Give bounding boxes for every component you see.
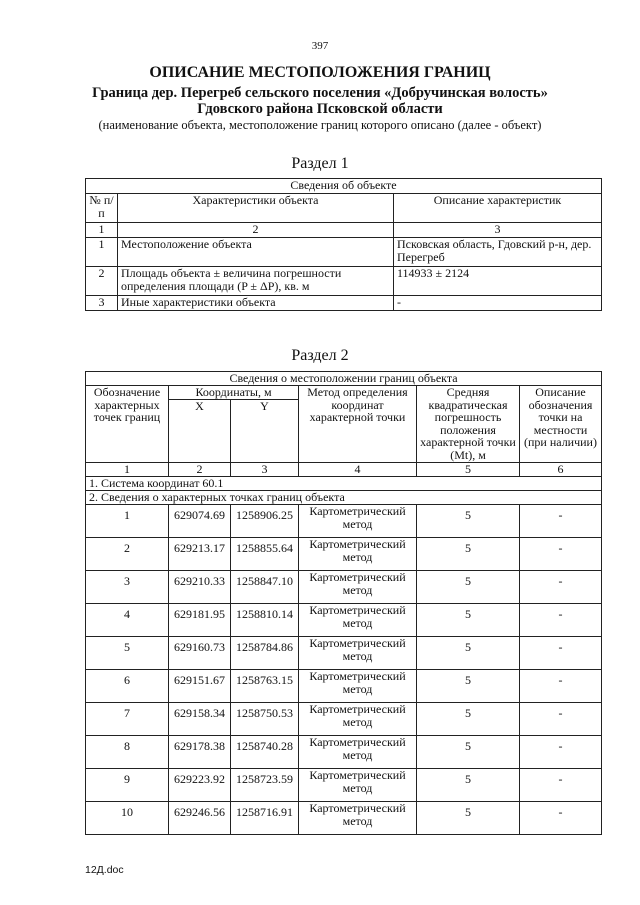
point-x: 629151.67 (169, 669, 231, 702)
table-row (86, 735, 602, 768)
header-num: № п/п (86, 194, 118, 223)
point-method: Картометрический метод (299, 603, 417, 636)
point-description: - (520, 537, 602, 570)
point-x: 629246.56 (169, 801, 231, 834)
row-number: 3 (86, 296, 118, 311)
point-error: 5 (417, 636, 520, 669)
point-number: 5 (86, 636, 169, 669)
section1-title: Раздел 1 (291, 155, 349, 172)
point-x: 629160.73 (169, 636, 231, 669)
row-value: 114933 ± 2124 (394, 267, 602, 296)
point-x: 629158.34 (169, 702, 231, 735)
row-value: Псковская область, Гдовский р-н, дер. Перегреб (394, 238, 602, 267)
point-description: - (520, 735, 602, 768)
point-y: 1258740.28 (231, 735, 299, 768)
row-characteristic: Местоположение объекта (118, 238, 394, 267)
point-method: Картометрический метод (299, 570, 417, 603)
point-x: 629223.92 (169, 768, 231, 801)
object-note: (наименование объекта, местоположение границ которого описано (далее - объект) (98, 118, 542, 132)
point-y: 1258763.15 (231, 669, 299, 702)
row-number: 1 (86, 238, 118, 267)
point-error: 5 (417, 603, 520, 636)
header-coords: Координаты, м (169, 386, 299, 400)
index-cell: 6 (520, 462, 602, 476)
point-y: 1258906.25 (231, 504, 299, 537)
point-y: 1258723.59 (231, 768, 299, 801)
table-row (86, 296, 602, 311)
point-y: 1258855.64 (231, 537, 299, 570)
point-number: 8 (86, 735, 169, 768)
index-cell: 1 (86, 223, 118, 238)
table-row (86, 238, 602, 267)
table-row (86, 537, 602, 570)
document-subtitle-line2: Гдовского района Псковской области (197, 101, 443, 117)
index-cell: 5 (417, 462, 520, 476)
boundary-caption: Сведения о местоположении границ объекта (86, 372, 602, 386)
row-value: - (394, 296, 602, 311)
header-description: Описание характеристик (394, 194, 602, 223)
point-method: Картометрический метод (299, 801, 417, 834)
header-x: X (169, 399, 231, 462)
point-description: - (520, 801, 602, 834)
table-row (86, 801, 602, 834)
table-row (86, 669, 602, 702)
point-y: 1258750.53 (231, 702, 299, 735)
point-y: 1258810.14 (231, 603, 299, 636)
header-y: Y (231, 399, 299, 462)
point-method: Картометрический метод (299, 537, 417, 570)
table-row (86, 768, 602, 801)
header-desc: Описание обозначения точки на местности (при наличии) (520, 386, 602, 463)
index-cell: 3 (231, 462, 299, 476)
point-number: 10 (86, 801, 169, 834)
point-description: - (520, 504, 602, 537)
point-description: - (520, 570, 602, 603)
point-error: 5 (417, 768, 520, 801)
document-subtitle-line1: Граница дер. Перегреб сельского поселения «Добручинская волость» (92, 85, 548, 101)
point-error: 5 (417, 801, 520, 834)
point-method: Картометрический метод (299, 636, 417, 669)
point-error: 5 (417, 537, 520, 570)
index-cell: 1 (86, 462, 169, 476)
point-method: Картометрический метод (299, 735, 417, 768)
object-info-table (85, 178, 602, 311)
header-characteristics: Характеристики объекта (118, 194, 394, 223)
point-number: 3 (86, 570, 169, 603)
point-x: 629213.17 (169, 537, 231, 570)
point-number: 4 (86, 603, 169, 636)
point-description: - (520, 768, 602, 801)
row-characteristic: Площадь объекта ± величина погрешности определения площади (P ± ΔP), кв. м (118, 267, 394, 296)
point-y: 1258847.10 (231, 570, 299, 603)
header-point: Обозначение характерных точек границ (86, 386, 169, 463)
coordinate-system: 1. Система координат 60.1 (86, 476, 602, 490)
point-method: Картометрический метод (299, 702, 417, 735)
index-cell: 2 (169, 462, 231, 476)
point-error: 5 (417, 570, 520, 603)
object-info-caption: Сведения об объекте (86, 179, 602, 194)
point-description: - (520, 669, 602, 702)
point-number: 6 (86, 669, 169, 702)
section2-title: Раздел 2 (291, 347, 349, 364)
point-error: 5 (417, 669, 520, 702)
point-method: Картометрический метод (299, 768, 417, 801)
point-y: 1258716.91 (231, 801, 299, 834)
point-error: 5 (417, 702, 520, 735)
index-cell: 2 (118, 223, 394, 238)
header-error: Средняя квадратическая погрешность положения характерной точки (Mt), м (417, 386, 520, 463)
point-y: 1258784.86 (231, 636, 299, 669)
footer-filename: 12Д.doc (85, 864, 124, 876)
point-description: - (520, 702, 602, 735)
points-caption: 2. Сведения о характерных точках границ объекта (86, 490, 602, 504)
row-characteristic: Иные характеристики объекта (118, 296, 394, 311)
table-row (86, 504, 602, 537)
table-row (86, 267, 602, 296)
point-x: 629181.95 (169, 603, 231, 636)
table-row (86, 702, 602, 735)
point-method: Картометрический метод (299, 504, 417, 537)
point-number: 9 (86, 768, 169, 801)
header-method: Метод определения координат характерной точки (299, 386, 417, 463)
index-cell: 3 (394, 223, 602, 238)
point-number: 7 (86, 702, 169, 735)
document-title: ОПИСАНИЕ МЕСТОПОЛОЖЕНИЯ ГРАНИЦ (149, 64, 491, 81)
table-row (86, 570, 602, 603)
table-row (86, 636, 602, 669)
table-row (86, 603, 602, 636)
row-number: 2 (86, 267, 118, 296)
point-number: 1 (86, 504, 169, 537)
point-error: 5 (417, 504, 520, 537)
point-x: 629074.69 (169, 504, 231, 537)
point-x: 629210.33 (169, 570, 231, 603)
point-number: 2 (86, 537, 169, 570)
page-number: 397 (311, 40, 329, 52)
point-method: Картометрический метод (299, 669, 417, 702)
index-cell: 4 (299, 462, 417, 476)
point-x: 629178.38 (169, 735, 231, 768)
boundary-points-table (85, 371, 602, 835)
point-description: - (520, 636, 602, 669)
point-description: - (520, 603, 602, 636)
point-error: 5 (417, 735, 520, 768)
